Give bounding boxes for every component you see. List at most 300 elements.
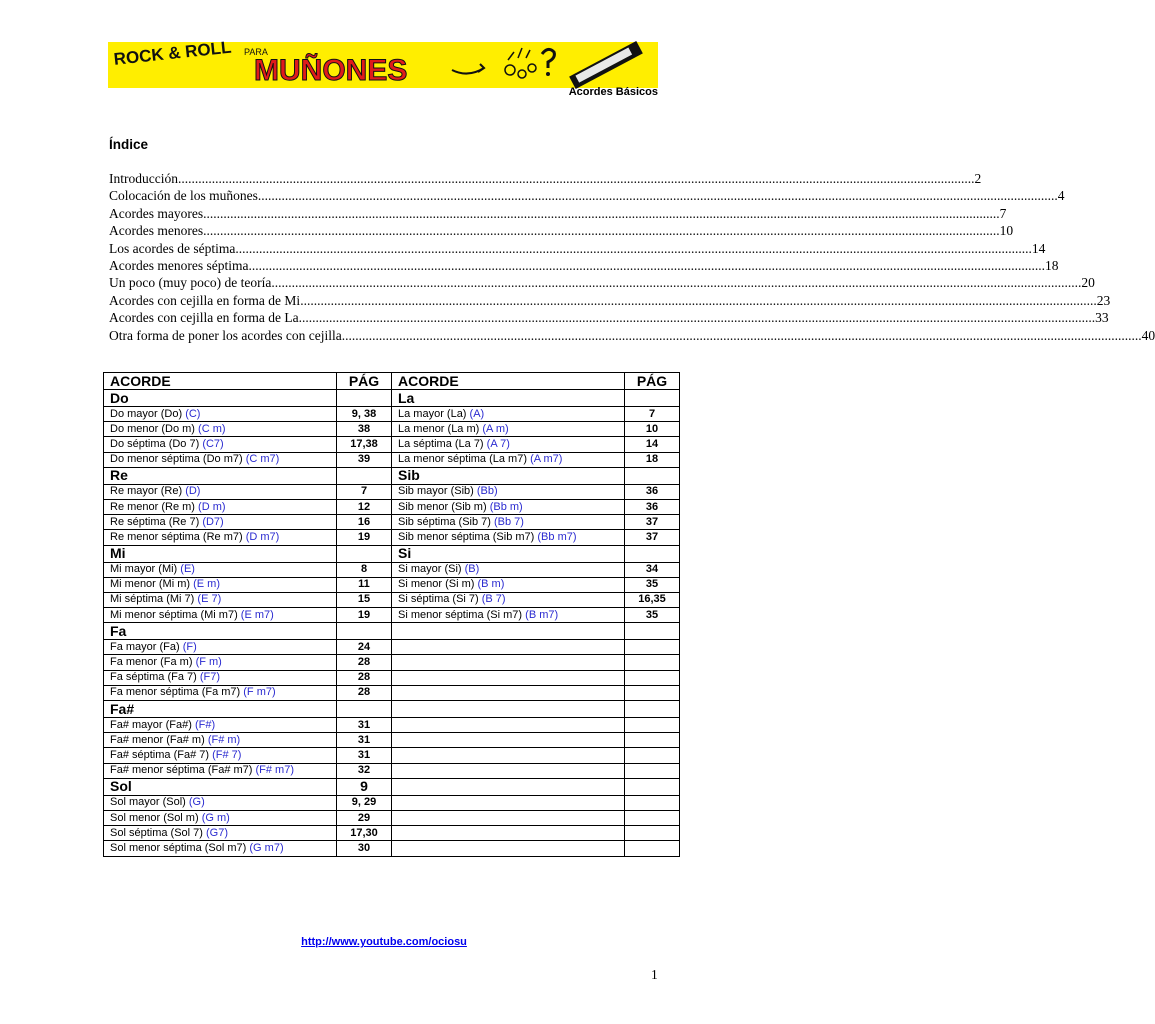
chord-name-right <box>392 748 625 763</box>
chord-english-notation: (E m) <box>193 578 220 591</box>
table-row <box>104 592 680 607</box>
chord-name-left-text: Mi menor séptima (Mi m7) <box>110 608 241 621</box>
chord-name-right <box>392 670 625 685</box>
chord-english-notation: (Bb m7) <box>537 530 577 543</box>
chord-page-right-text: 37 <box>645 515 659 528</box>
chord-name-left <box>104 795 337 810</box>
chord-page-right <box>625 577 680 592</box>
chord-page-left <box>337 608 392 623</box>
chord-name-left-text: Fa menor séptima (Fa m7) <box>110 686 244 699</box>
chord-name-left <box>104 670 337 685</box>
chord-page-right <box>625 467 680 484</box>
toc-entry-title: Acordes menores <box>109 223 204 239</box>
table-section-row <box>104 623 680 640</box>
chord-page-right <box>625 437 680 452</box>
chord-page-right <box>625 841 680 856</box>
chord-name-right <box>392 655 625 670</box>
toc-entry-title: Los acordes de séptima <box>109 240 236 256</box>
chord-name-right <box>392 484 625 499</box>
chord-name-left-text: Sol mayor (Sol) <box>110 796 189 809</box>
toc-dot-leader <box>300 292 1097 309</box>
chord-name-left <box>104 467 337 484</box>
chord-english-notation: (E 7) <box>197 593 222 606</box>
chord-page-left <box>337 422 392 437</box>
chord-name-left-text: Mi séptima (Mi 7) <box>110 593 198 606</box>
chord-name-right-text: Sib menor séptima (Sib m7) <box>398 530 538 543</box>
table-section-row <box>104 467 680 484</box>
toc-dot-leader <box>261 187 1058 204</box>
chord-english-notation: (C m7) <box>245 453 280 466</box>
chord-page-right <box>625 545 680 562</box>
chord-name-right-text: Sib menor (Sib m) <box>398 500 490 513</box>
chord-page-left-text: 12 <box>357 500 371 513</box>
chord-name-right <box>392 701 625 718</box>
toc-entry-page: 10 <box>999 223 1014 239</box>
chord-name-left <box>104 778 337 795</box>
header-pag-left: PÁG <box>337 373 392 390</box>
toc-entry-title: Acordes mayores <box>109 205 204 221</box>
chord-page-right-text: 36 <box>645 485 659 498</box>
toc-dot-leader <box>299 309 1096 326</box>
chord-name-left-text: Sol séptima (Sol 7) <box>110 826 206 839</box>
chord-name-left <box>104 685 337 700</box>
index-heading: Índice <box>109 137 149 152</box>
chord-page-right <box>625 826 680 841</box>
toc-entry-title: Colocación de los muñones. <box>109 188 262 204</box>
toc-entry[interactable] <box>109 187 1065 204</box>
chord-english-notation: (C) <box>185 407 201 420</box>
chord-page-right-text: 18 <box>645 453 659 466</box>
chord-name-left <box>104 499 337 514</box>
chord-name-left-text: Fa# menor séptima (Fa# m7) <box>110 764 256 777</box>
chord-page-right <box>625 748 680 763</box>
chord-name-left <box>104 545 337 562</box>
table-row <box>104 608 680 623</box>
chord-page-left <box>337 778 392 795</box>
toc-entry[interactable] <box>109 274 1095 291</box>
toc-entry[interactable] <box>109 292 1111 309</box>
chord-name-left-text: Re <box>110 467 128 484</box>
chord-english-notation: (G7) <box>205 826 228 839</box>
chord-page-right <box>625 407 680 422</box>
toc-dot-leader <box>235 240 1032 257</box>
chord-name-left <box>104 733 337 748</box>
chord-name-right-text: Si menor (Si m) <box>398 578 478 591</box>
chord-name-left-text: Fa# séptima (Fa# 7) <box>110 748 213 761</box>
chord-page-left-text: 28 <box>357 686 371 699</box>
toc-entry-title: Acordes con cejilla en forma de La <box>109 310 299 326</box>
chord-page-right-text: 16,35 <box>638 593 666 606</box>
chord-name-right <box>392 407 625 422</box>
table-section-row <box>104 545 680 562</box>
chord-page-right <box>625 562 680 577</box>
chord-english-notation: (C m) <box>198 422 226 435</box>
chord-english-notation: (B m7) <box>525 608 559 621</box>
chord-page-left-text: 11 <box>358 578 370 591</box>
chord-name-right-text: La <box>398 389 415 406</box>
table-row <box>104 733 680 748</box>
chord-name-right <box>392 545 625 562</box>
chord-name-left-text: Fa# menor (Fa# m) <box>110 733 208 746</box>
chord-name-left <box>104 763 337 778</box>
chord-page-left-text: 32 <box>357 764 371 777</box>
table-row <box>104 841 680 856</box>
table-row <box>104 826 680 841</box>
chord-page-right-text: 34 <box>645 563 659 576</box>
table-row <box>104 685 680 700</box>
chord-name-left <box>104 407 337 422</box>
chord-english-notation: (F) <box>182 640 197 653</box>
table-row <box>104 763 680 778</box>
toc-entry-page: 23 <box>1096 292 1111 308</box>
chord-english-notation: (F# m7) <box>255 764 294 777</box>
chord-name-left-text: Sol menor séptima (Sol m7) <box>110 841 250 854</box>
chord-page-right <box>625 670 680 685</box>
chord-page-right <box>625 422 680 437</box>
chord-page-left-text: 28 <box>357 671 371 684</box>
chord-page-right <box>625 608 680 623</box>
table-row <box>104 670 680 685</box>
youtube-link[interactable]: http://www.youtube.com/ociosu <box>301 936 467 948</box>
chord-english-notation: (A m) <box>482 422 509 435</box>
chord-name-right <box>392 515 625 530</box>
chord-page-left <box>337 452 392 467</box>
toc-entry[interactable] <box>109 222 1014 239</box>
chord-english-notation: (D m7) <box>245 530 280 543</box>
chord-name-left <box>104 748 337 763</box>
chord-english-notation: (A 7) <box>486 437 510 450</box>
chord-page-right-text: 35 <box>645 608 659 621</box>
toc-entry-page: 2 <box>974 171 982 186</box>
chord-name-left-text: Re séptima (Re 7) <box>110 515 203 528</box>
chord-name-right <box>392 608 625 623</box>
chord-page-left <box>337 467 392 484</box>
chord-name-right-text: Si menor séptima (Si m7) <box>398 608 526 621</box>
chord-name-left <box>104 608 337 623</box>
header-pag-right: PÁG <box>625 373 680 390</box>
table-row <box>104 810 680 825</box>
chord-english-notation: (E) <box>180 563 195 576</box>
table-row <box>104 422 680 437</box>
chord-page-right <box>625 778 680 795</box>
chord-english-notation: (Bb) <box>476 485 498 498</box>
logo-rock-text: ROCK & ROLL <box>112 37 233 69</box>
chord-page-left-text: 38 <box>357 422 371 435</box>
table-row <box>104 407 680 422</box>
chord-english-notation: (C7) <box>202 437 224 450</box>
chord-page-right-text: 36 <box>645 500 659 513</box>
chord-page-left <box>337 733 392 748</box>
chord-name-left <box>104 718 337 733</box>
chord-name-left-text: Sol <box>110 778 132 795</box>
chord-name-right <box>392 795 625 810</box>
chord-name-left <box>104 623 337 640</box>
table-row <box>104 484 680 499</box>
chord-page-left-text: 19 <box>357 530 371 543</box>
chord-page-right <box>625 499 680 514</box>
chord-page-left-text: 29 <box>357 811 371 824</box>
chord-name-right-text: Sib <box>398 467 420 484</box>
chord-name-right <box>392 530 625 545</box>
chord-page-left <box>337 390 392 407</box>
header-acorde-right: ACORDE <box>392 373 625 390</box>
chord-name-left <box>104 515 337 530</box>
toc-entry[interactable] <box>109 327 1155 344</box>
chord-name-left <box>104 452 337 467</box>
chord-page-left <box>337 748 392 763</box>
chord-name-left <box>104 562 337 577</box>
toc-entry-title: Un poco (muy poco) de teoría.... <box>109 275 285 291</box>
chord-page-left <box>337 407 392 422</box>
chord-page-left-text: 8 <box>360 563 368 576</box>
chord-name-right <box>392 826 625 841</box>
munones-logo <box>244 44 444 87</box>
chord-name-right-text: Si séptima (Si 7) <box>398 593 482 606</box>
header-banner <box>108 37 658 88</box>
chord-name-left <box>104 530 337 545</box>
chord-name-left-text: Do menor séptima (Do m7) <box>110 453 246 466</box>
chord-name-right <box>392 499 625 514</box>
chord-name-left-text: Mi menor (Mi m) <box>110 578 194 591</box>
table-header-row <box>104 373 680 390</box>
toc-entry-title: Introducción <box>109 171 178 186</box>
toc-entry[interactable] <box>109 257 1059 274</box>
page-number: 1 <box>651 967 658 982</box>
chord-page-right <box>625 810 680 825</box>
toc-entry-page: 4 <box>1057 188 1065 204</box>
chord-page-left <box>337 701 392 718</box>
chord-english-notation: (F# 7) <box>212 748 242 761</box>
chord-name-left <box>104 577 337 592</box>
chord-english-notation: (A) <box>469 407 485 420</box>
toc-dot-leader <box>203 205 1000 222</box>
chord-name-left-text: Do séptima (Do 7) <box>110 437 203 450</box>
chord-page-right <box>625 452 680 467</box>
chord-name-left-text: Fa# mayor (Fa#) <box>110 718 195 731</box>
chord-page-left <box>337 623 392 640</box>
chord-name-right-text: La menor (La m) <box>398 422 483 435</box>
chord-name-left-text: Mi <box>110 545 126 561</box>
chord-page-left-text: 9, 38 <box>351 407 377 420</box>
chord-name-right <box>392 467 625 484</box>
toc-entry-page: 7 <box>999 205 1007 221</box>
chord-name-left <box>104 655 337 670</box>
chord-name-right-text: Sib séptima (Sib 7) <box>398 515 494 528</box>
chord-name-right-text: La menor séptima (La m7) <box>398 453 531 466</box>
chord-name-right-text: Sib mayor (Sib) <box>398 485 477 498</box>
table-row <box>104 655 680 670</box>
chord-english-notation: (D7) <box>202 515 224 528</box>
chord-page-right-text: 35 <box>645 578 659 591</box>
table-row <box>104 499 680 514</box>
chord-name-right <box>392 718 625 733</box>
toc-entry-title: Acordes menores séptima <box>109 258 249 274</box>
chord-name-right <box>392 763 625 778</box>
chord-name-left <box>104 826 337 841</box>
chord-name-left-text: Sol menor (Sol m) <box>110 811 202 824</box>
chord-page-left-text: 19 <box>357 608 371 621</box>
chord-english-notation: (B m) <box>477 578 505 591</box>
chord-page-right <box>625 640 680 655</box>
chord-name-left <box>104 841 337 856</box>
chord-name-left-text: Do mayor (Do) <box>110 407 186 420</box>
chord-page-left <box>337 592 392 607</box>
rock-and-roll-logo <box>112 37 233 86</box>
chord-english-notation: (Bb 7) <box>493 515 524 528</box>
table-row <box>104 530 680 545</box>
chord-page-right <box>625 530 680 545</box>
chord-name-right-text: La séptima (La 7) <box>398 437 487 450</box>
chord-name-left-text: Fa menor (Fa m) <box>110 656 196 669</box>
chord-name-right <box>392 562 625 577</box>
table-row <box>104 562 680 577</box>
chord-english-notation: (G m7) <box>249 841 284 854</box>
chord-english-notation: (D) <box>185 485 201 498</box>
chord-name-right <box>392 437 625 452</box>
toc-entry-page: 18 <box>1044 258 1059 274</box>
toc-entry-title: Acordes con cejilla en forma de Mi <box>109 292 301 308</box>
chord-page-right <box>625 763 680 778</box>
toc-entry[interactable] <box>109 170 982 187</box>
chord-name-left-text: Mi mayor (Mi) <box>110 563 181 576</box>
chord-name-right <box>392 778 625 795</box>
table-row <box>104 452 680 467</box>
chord-name-left <box>104 640 337 655</box>
chord-english-notation: (B) <box>464 563 480 576</box>
chord-index-table <box>103 372 680 857</box>
chord-page-right <box>625 484 680 499</box>
logo-para-text: PARA <box>244 47 268 57</box>
header-acorde-left: ACORDE <box>104 373 337 390</box>
chord-page-left-text: 17,30 <box>350 826 378 839</box>
chord-name-left-text: Fa <box>110 622 127 639</box>
chord-name-left-text: Do menor (Do m) <box>110 422 199 435</box>
chord-page-left-text: 9, 29 <box>351 796 377 809</box>
chord-page-left-text: 24 <box>357 640 371 653</box>
chord-name-right <box>392 841 625 856</box>
chord-name-left-text: Fa mayor (Fa) <box>110 640 183 653</box>
chord-page-left-text: 28 <box>357 656 371 669</box>
toc-entry-page: 40 <box>1141 327 1155 343</box>
chord-english-notation: (G) <box>188 796 205 809</box>
chord-page-left <box>337 545 392 562</box>
chord-page-right <box>625 795 680 810</box>
chord-page-left-text: 31 <box>357 733 371 746</box>
chord-page-left-text: 30 <box>357 841 371 854</box>
chord-english-notation: (F m7) <box>243 686 276 699</box>
chord-name-right <box>392 685 625 700</box>
chord-page-left <box>337 484 392 499</box>
chord-page-left <box>337 437 392 452</box>
toc-dot-leader <box>178 170 975 187</box>
chord-name-left <box>104 422 337 437</box>
chord-page-left <box>337 670 392 685</box>
chord-name-right-text: Si mayor (Si) <box>398 563 465 576</box>
chord-name-left <box>104 592 337 607</box>
chord-name-left-text: Fa# <box>110 700 135 717</box>
chord-page-right <box>625 655 680 670</box>
toc-entry[interactable] <box>109 205 1007 222</box>
toc-dot-leader <box>285 274 1082 291</box>
chord-english-notation: (Bb m) <box>489 500 523 513</box>
chord-name-left-text: Re mayor (Re) <box>110 485 186 498</box>
toc-dot-leader <box>203 222 1000 239</box>
chord-name-right <box>392 810 625 825</box>
chord-english-notation: (B 7) <box>481 593 506 606</box>
chord-page-right <box>625 623 680 640</box>
chord-page-left <box>337 655 392 670</box>
chord-english-notation: (F7) <box>199 671 221 684</box>
chord-page-left <box>337 530 392 545</box>
table-row <box>104 515 680 530</box>
chord-name-left-text: Fa séptima (Fa 7) <box>110 671 200 684</box>
chord-page-left <box>337 562 392 577</box>
chord-page-right <box>625 592 680 607</box>
chord-name-left-text: Do <box>110 389 129 406</box>
toc-entry-page: 20 <box>1081 275 1095 291</box>
chord-english-notation: (F# m) <box>207 733 241 746</box>
chord-name-right <box>392 733 625 748</box>
table-row <box>104 640 680 655</box>
chord-name-left <box>104 810 337 825</box>
chord-english-notation: (F#) <box>194 718 216 731</box>
table-section-row <box>104 778 680 795</box>
table-row <box>104 577 680 592</box>
table-section-row <box>104 390 680 407</box>
table-row <box>104 748 680 763</box>
chord-page-left <box>337 640 392 655</box>
toc-entry[interactable] <box>109 309 1109 326</box>
chord-name-right <box>392 422 625 437</box>
chord-page-left <box>337 515 392 530</box>
table-of-contents <box>109 170 1155 344</box>
chord-name-left <box>104 701 337 718</box>
chord-english-notation: (G m) <box>201 811 230 824</box>
chord-name-right <box>392 640 625 655</box>
chord-page-left-text: 39 <box>357 453 371 466</box>
chord-page-left-text: 9 <box>360 778 368 795</box>
document-subtitle: Acordes Básicos <box>568 86 658 98</box>
chord-english-notation: (E m7) <box>240 608 274 621</box>
chord-name-left-text: Re menor séptima (Re m7) <box>110 530 246 543</box>
chord-name-right-text: Si <box>398 545 412 561</box>
table-row <box>104 795 680 810</box>
chord-page-left <box>337 763 392 778</box>
guitar-illustration-icon <box>448 44 658 86</box>
table-row <box>104 437 680 452</box>
chord-page-left <box>337 685 392 700</box>
chord-page-right-text: 7 <box>648 407 656 420</box>
toc-entry-title: Otra forma de poner los acordes con cejilla. <box>109 327 346 343</box>
chord-page-right <box>625 685 680 700</box>
chord-page-left-text: 31 <box>357 718 371 731</box>
chord-page-right <box>625 733 680 748</box>
chord-name-right <box>392 452 625 467</box>
chord-english-notation: (D m) <box>198 500 226 513</box>
chord-page-left <box>337 577 392 592</box>
chord-page-right <box>625 515 680 530</box>
chord-page-left <box>337 795 392 810</box>
chord-name-right <box>392 577 625 592</box>
chord-page-left <box>337 718 392 733</box>
toc-entry[interactable] <box>109 240 1046 257</box>
chord-page-left <box>337 499 392 514</box>
chord-name-right <box>392 390 625 407</box>
toc-entry-page: 33 <box>1095 310 1109 326</box>
chord-english-notation: (A m7) <box>530 453 563 466</box>
chord-name-right <box>392 623 625 640</box>
toc-entry-page: 14 <box>1031 240 1046 256</box>
